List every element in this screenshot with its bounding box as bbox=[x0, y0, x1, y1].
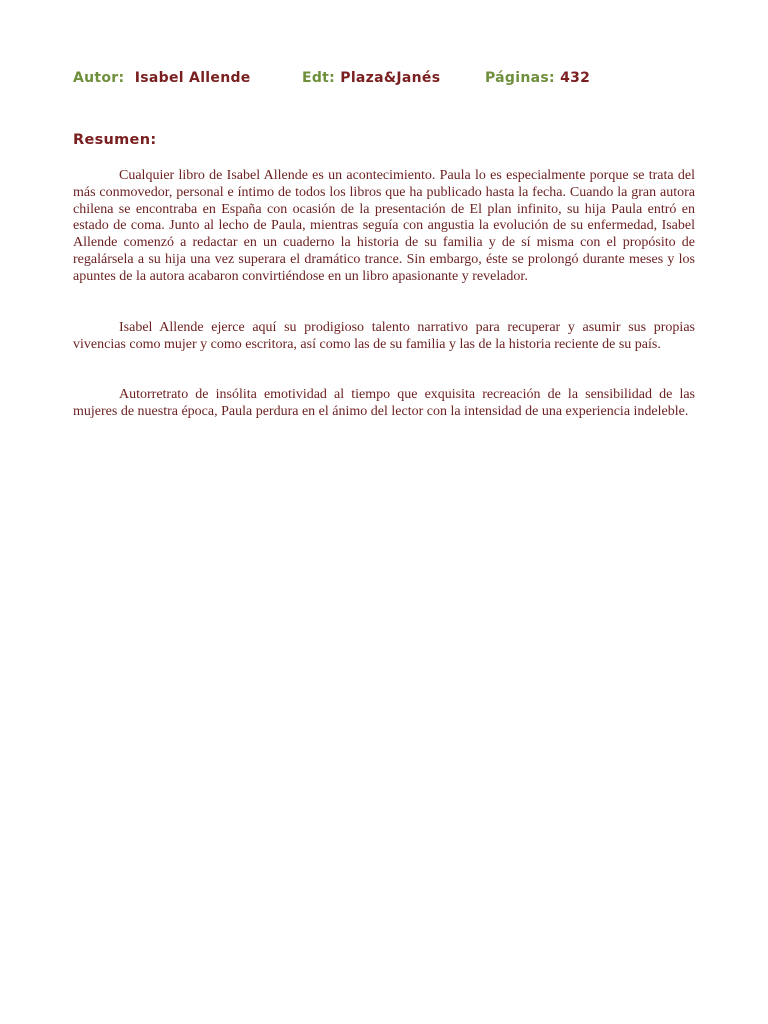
author-field bbox=[73, 70, 251, 86]
pages-label: Páginas: bbox=[485, 70, 555, 86]
pages-field bbox=[485, 70, 590, 86]
pages-value: 432 bbox=[560, 70, 591, 86]
publisher-field bbox=[302, 70, 440, 86]
publisher-label: Edt: bbox=[302, 70, 336, 86]
summary-paragraph: Cualquier libro de Isabel Allende es un acontecimiento. Paula lo es especialmente porque se trata del más conmovedor, personal e íntimo de todos los libros que ha publicado hasta la fecha. Cuando la gran autora chilena se encontraba en España con ocasión de la presentación de El plan infinito, su hija Paula entró en estado de coma. Junto al lecho de Paula, mientras seguía con angustia la evolución de su enfermedad, Isabel Allende comenzó a redactar en un cuaderno la historia de su familia y de sí misma con el propósito de regalársela a su hija una vez superara el dramático trance. Sin embargo, éste se prolongó durante meses y los apuntes de la autora acabaron convirtiéndose en un libro apasionante y revelador. bbox=[73, 168, 695, 284]
summary-paragraph: Isabel Allende ejerce aquí su prodigioso talento narrativo para recuperar y asumir sus propias vivencias como mujer y como escritora, así como las de su familia y las de la historia reciente de su país. bbox=[73, 320, 695, 352]
author-value: Isabel Allende bbox=[134, 70, 251, 86]
summary-heading: Resumen: bbox=[73, 132, 157, 148]
summary-paragraph: Autorretrato de insólita emotividad al tiempo que exquisita recreación de la sensibilidad de las mujeres de nuestra época, Paula perdura en el ánimo del lector con la intensidad de una experiencia indeleble. bbox=[73, 387, 695, 419]
publisher-value: Plaza&Janés bbox=[340, 70, 441, 86]
author-label: Autor: bbox=[73, 70, 125, 86]
